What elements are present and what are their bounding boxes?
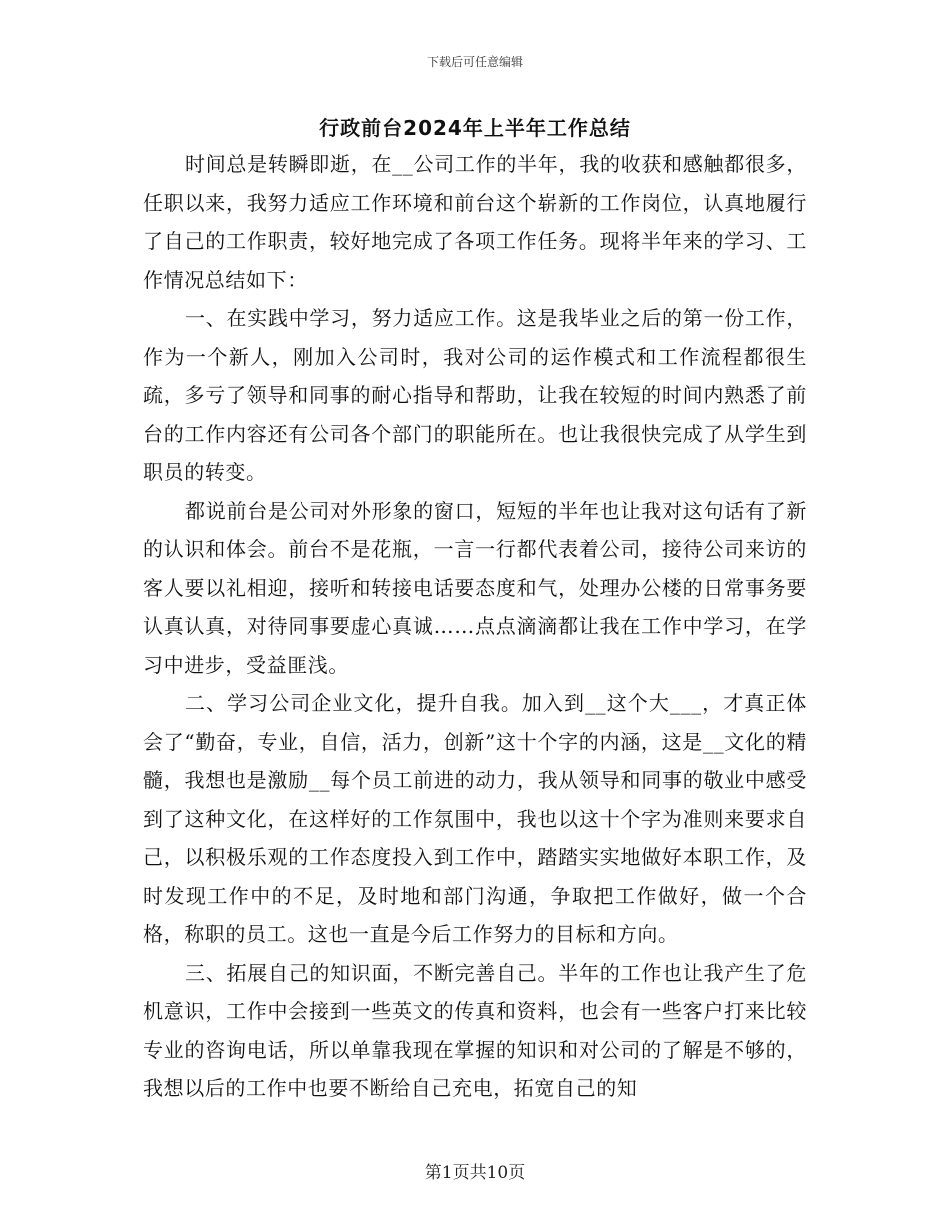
document-body (143, 145, 807, 1108)
page-number: 第1页共10页 (424, 1163, 526, 1183)
page-header-note: 下载后可任意编辑 (426, 55, 523, 69)
paragraph-section-1: 一、在实践中学习，努力适应工作。这是我毕业之后的第一份工作，作为一个新人，刚加入公司时，我对公司的运作模式和工作流程都很生疏，多亏了领导和同事的耐心指导和帮助，让我在较短的时间内熟悉了前台的工作内容还有公司各个部门的职能所在。也让我很快完成了从学生到职员的转变。 (143, 306, 807, 484)
paragraph-section-2: 二、学习公司企业文化，提升自我。加入到__这个大___，才真正体会了“勤奋，专业，自信，活力，创新”这十个字的内涵，这是__文化的精髓，我想也是激励__每个员工前进的动力，我从领导和同事的敬业中感受到了这种文化，在这样好的工作氛围中，我也以这十个字为准则来要求自己，以积极乐观的工作态度投入到工作中，踏踏实实地做好本职工作，及时发现工作中的不足，及时地和部门沟通，争取把工作做好，做一个合格，称职的员工。这也一直是今后工作努力的目标和方向。 (143, 691, 807, 946)
paragraph-intro: 时间总是转瞬即逝，在__公司工作的半年，我的收获和感触都很多，任职以来，我努力适应工作环境和前台这个崭新的工作岗位，认真地履行了自己的工作职责，较好地完成了各项工作任务。现将半年来的学习、工作情况总结如下： (143, 152, 807, 292)
paragraph-section-3: 三、拓展自己的知识面，不断完善自己。半年的工作也让我产生了危机意识，工作中会接到一些英文的传真和资料，也会有一些客户打来比较专业的咨询电话，所以单靠我现在掌握的知识和对公司的了解是不够的，我想以后的工作中也要不断给自己充电，拓宽自己的知 (143, 960, 807, 1100)
document-title: 行政前台2024年上半年工作总结 (319, 116, 631, 140)
paragraph-front-desk: 都说前台是公司对外形象的窗口，短短的半年也让我对这句话有了新的认识和体会。前台不是花瓶，一言一行都代表着公司，接待公司来访的客人要以礼相迎，接听和转接电话要态度和气，处理办公楼的日常事务要认真认真，对待同事要虚心真诚……点点滴滴都让我在工作中学习，在学习中进步，受益匪浅。 (143, 498, 807, 677)
